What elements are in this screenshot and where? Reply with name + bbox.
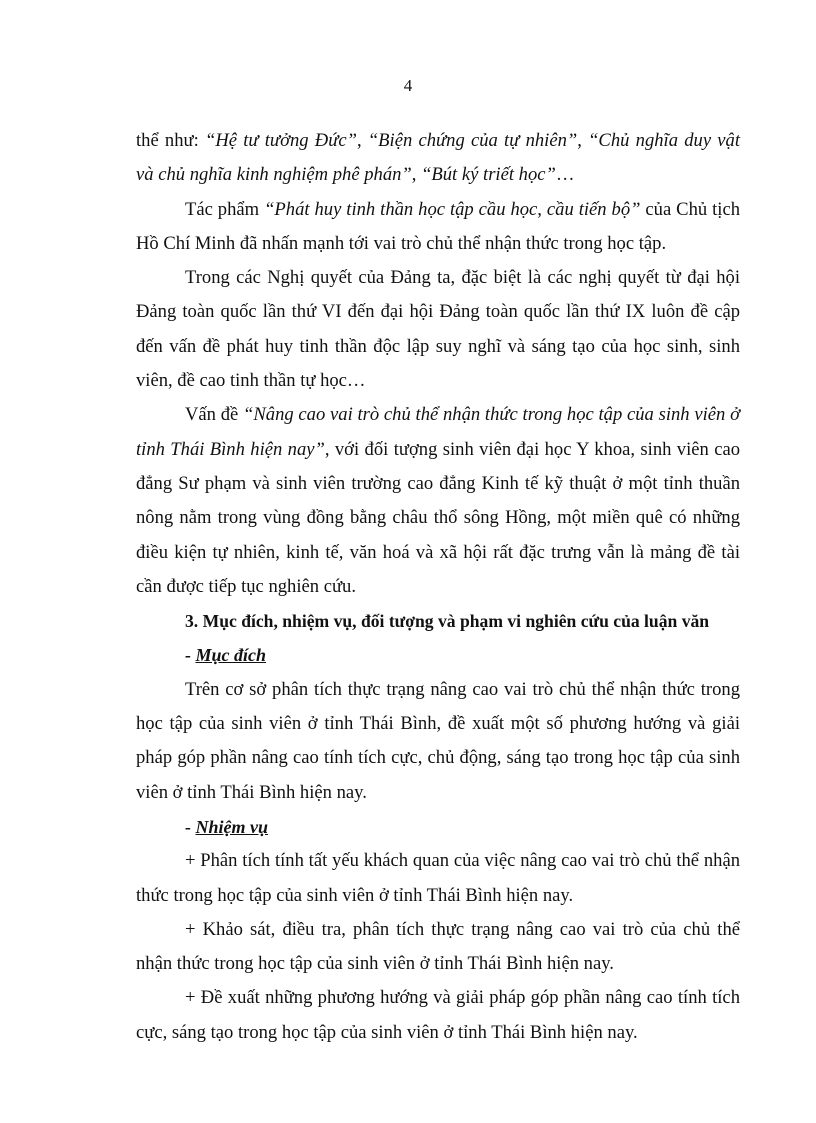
work-title-dialectics-of-nature: “Biện chứng của tự nhiên” <box>367 130 578 151</box>
work-title-ho-chi-minh: “Phát huy tinh thần học tập cầu học, cầu tiến bộ” <box>264 198 641 220</box>
task-item: + Đề xuất những phương hướng và giải pháp góp phần nâng cao tính tích cực, sáng tạo trong học tập của sinh viên ở tỉnh Thái Bình hiện nay. <box>136 987 740 1043</box>
work-title-german-ideology: “Hệ tư tưởng Đức” <box>205 130 357 151</box>
paragraph-research-topic: Vấn đề “Nâng cao vai trò chủ thể nhận thức trong học tập của sinh viên ở tỉnh Thái Bình hiện nay”, với đối tượng sinh viên đại học Y khoa, sinh viên cao đẳng Sư phạm và sinh viên trường cao đẳng Kinh tế kỹ thuật ở một tỉnh thuần nông nằm trong vùng đồng bằng châu thổ sông Hồng, một miền quê có những điều kiện tự nhiên, kinh tế, văn hoá và xã hội rất đặc trưng vẫn là mảng đề tài cần được tiếp tục nghiên cứu. <box>136 404 740 597</box>
paragraph-ho-chi-minh-work: Tác phẩm “Phát huy tinh thần học tập cầu học, cầu tiến bộ” của Chủ tịch Hồ Chí Minh đã nhấn mạnh tới vai trò chủ thể nhận thức trong học tập. <box>136 198 740 254</box>
section-heading: 3. Mục đích, nhiệm vụ, đối tượng và phạm vi nghiên cứu của luận văn <box>185 611 710 632</box>
task-item: + Phân tích tính tất yếu khách quan của việc nâng cao vai trò chủ thể nhận thức trong học tập của sinh viên ở tỉnh Thái Bình hiện nay. <box>136 850 740 906</box>
paragraph-works-list: thể như: “Hệ tư tưởng Đức”, “Biện chứng của tự nhiên”, “Chủ nghĩa duy vật và chủ nghĩa kinh nghiệm phê phán”, “Bút ký triết học”… <box>136 130 740 186</box>
work-title-philosophical-notebooks: “Bút ký triết học” <box>421 164 556 186</box>
paragraph-party-resolutions: Trong các Nghị quyết của Đảng ta, đặc biệt là các nghị quyết từ đại hội Đảng toàn quốc lần thứ VI đến đại hội Đảng toàn quốc lần thứ IX luôn đề cập đến vấn đề phát huy tinh thần độc lập suy nghĩ và sáng tạo của học sinh, sinh viên, đề cao tinh thần tự học… <box>136 267 740 392</box>
page-body <box>136 124 740 1050</box>
work-title-materialism-empiriocriticism: “Chủ nghĩa duy vật và chủ nghĩa kinh nghiệm phê phán” <box>136 130 740 186</box>
tasks-subheading: - Nhiệm vụ <box>185 816 269 837</box>
research-topic-title: “Nâng cao vai trò chủ thể nhận thức trong học tập của sinh viên ở tỉnh Thái Bình hiện nay” <box>136 404 740 460</box>
task-item: + Khảo sát, điều tra, phân tích thực trạng nâng cao vai trò của chủ thể nhận thức trong học tập của sinh viên ở tỉnh Thái Bình hiện nay. <box>136 918 740 975</box>
purpose-subheading: - Mục đích <box>185 645 267 666</box>
page-number: 4 <box>403 76 413 95</box>
purpose-paragraph: Trên cơ sở phân tích thực trạng nâng cao vai trò chủ thể nhận thức trong học tập của sinh viên ở tỉnh Thái Bình, đề xuất một số phương hướng và giải pháp góp phần nâng cao tính tích cực, chủ động, sáng tạo trong học tập của sinh viên ở tỉnh Thái Bình hiện nay. <box>136 678 740 803</box>
